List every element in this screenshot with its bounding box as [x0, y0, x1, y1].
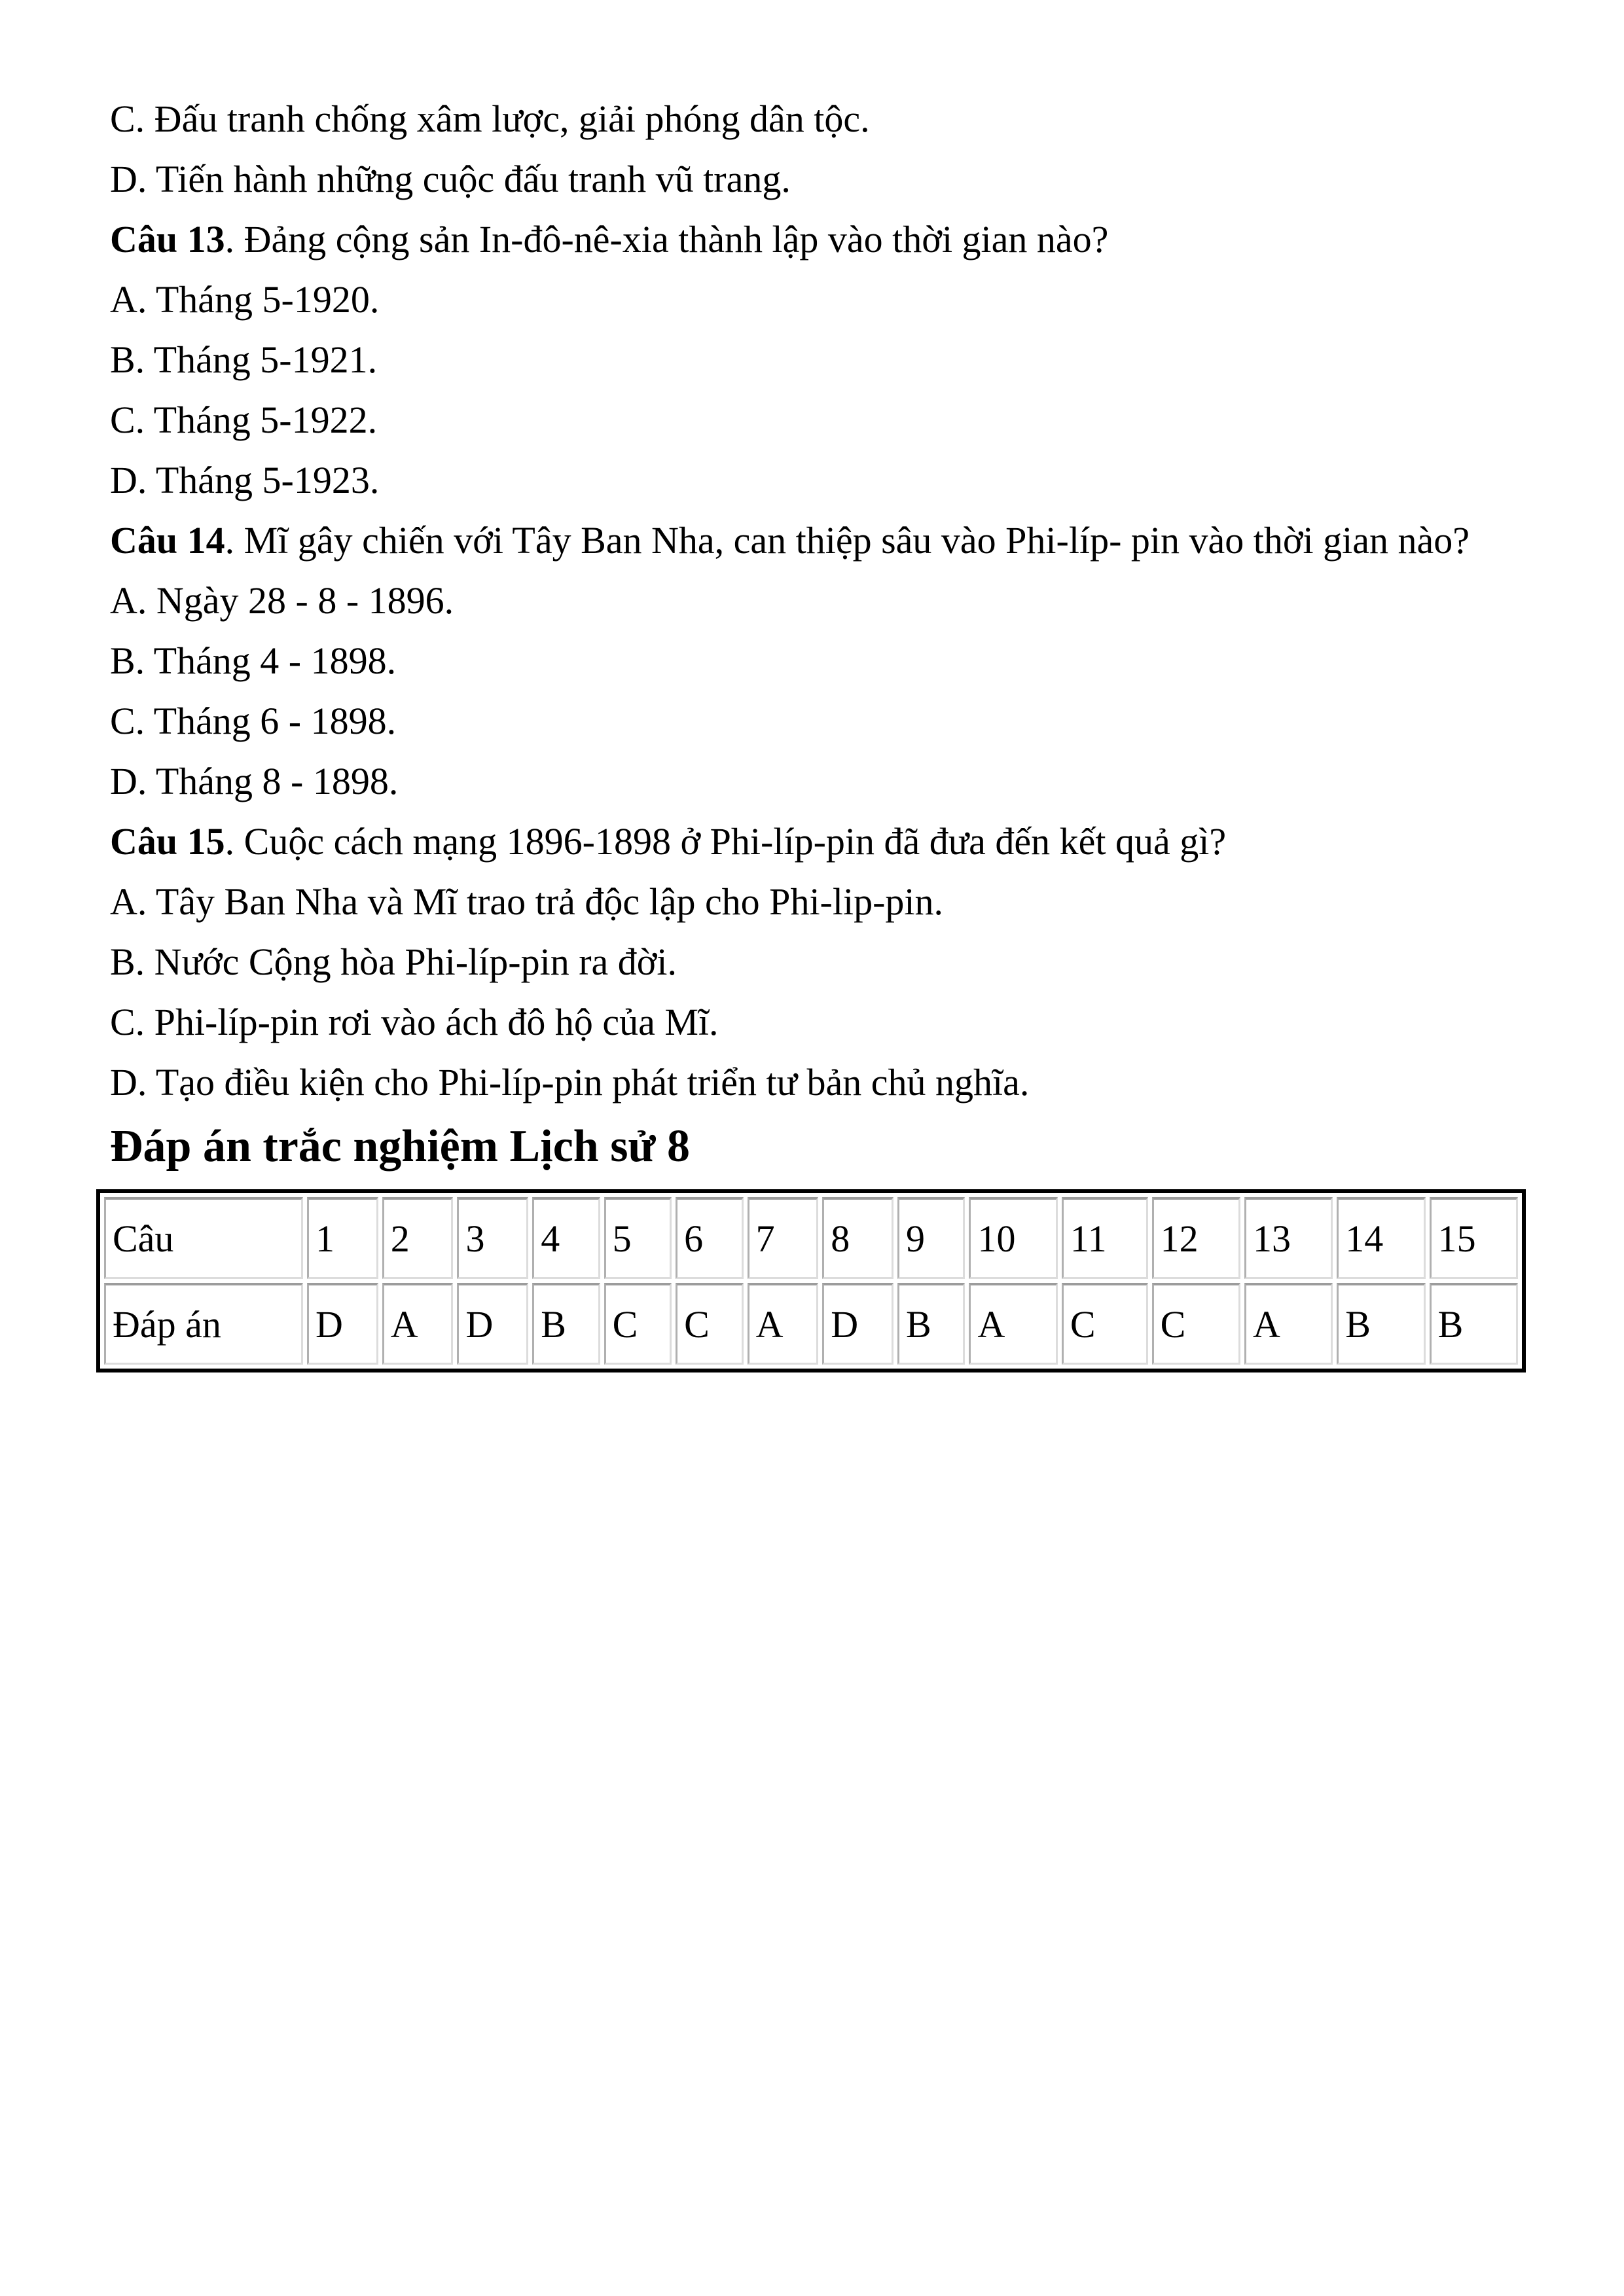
question-13-label: Câu 13: [110, 218, 225, 260]
question-13-option-b: B. Tháng 5-1921.: [110, 338, 378, 381]
question-number-cell: 3: [457, 1197, 528, 1279]
question-number-cell: 7: [748, 1197, 819, 1279]
question-12-option-d: D. Tiến hành những cuộc đấu tranh vũ trang.: [110, 158, 791, 200]
question-number-cell: 2: [382, 1197, 454, 1279]
answer-letter-cell: A: [382, 1283, 454, 1365]
question-number-cell: 15: [1430, 1197, 1518, 1279]
question-15-option-c: C. Phi-líp-pin rơi vào ách đô hộ của Mĩ.: [110, 1001, 719, 1043]
question-number-cell: 12: [1152, 1197, 1240, 1279]
question-number-cell: 1: [307, 1197, 378, 1279]
answer-letter-cell: D: [307, 1283, 378, 1365]
question-14-option-b: B. Tháng 4 - 1898.: [110, 639, 397, 682]
answer-table-question-row: [104, 1197, 1518, 1279]
question-number-cell: 14: [1337, 1197, 1425, 1279]
question-13-option-a: A. Tháng 5-1920.: [110, 278, 380, 321]
question-12-option-c: C. Đấu tranh chống xâm lược, giải phóng dân tộc.: [110, 98, 870, 140]
question-14-label: Câu 14: [110, 519, 225, 562]
question-14-option-a: A. Ngày 28 - 8 - 1896.: [110, 579, 454, 622]
answer-letter-cell: D: [822, 1283, 893, 1365]
question-number-cell: 6: [676, 1197, 743, 1279]
question-number-cell: 10: [969, 1197, 1057, 1279]
question-14: [110, 518, 1513, 562]
answers-heading: Đáp án trắc nghiệm Lịch sử 8: [110, 1121, 690, 1172]
question-15-option-d: D. Tạo điều kiện cho Phi-líp-pin phát triển tư bản chủ nghĩa.: [110, 1061, 1030, 1103]
answer-table: [96, 1189, 1526, 1372]
answer-row-header: Đáp án: [104, 1283, 303, 1365]
question-15-option-b: B. Nước Cộng hòa Phi-líp-pin ra đời.: [110, 941, 677, 983]
question-13-text: . Đảng cộng sản In-đô-nê-xia thành lập vào thời gian nào?: [225, 218, 1109, 260]
question-number-cell: 4: [532, 1197, 600, 1279]
answer-letter-cell: B: [897, 1283, 965, 1365]
answer-letter-cell: A: [1244, 1283, 1333, 1365]
question-14-option-c: C. Tháng 6 - 1898.: [110, 700, 397, 742]
answer-letter-cell: A: [969, 1283, 1057, 1365]
question-14-text: . Mĩ gây chiến với Tây Ban Nha, can thiệp sâu vào Phi-líp- pin vào thời gian nào?: [225, 519, 1470, 562]
answer-letter-cell: D: [457, 1283, 528, 1365]
question-13-option-c: C. Tháng 5-1922.: [110, 399, 378, 441]
question-number-cell: 11: [1062, 1197, 1148, 1279]
answer-letter-cell: C: [1062, 1283, 1148, 1365]
question-number-cell: 13: [1244, 1197, 1333, 1279]
question-15: [110, 819, 1513, 863]
answer-letter-cell: B: [1337, 1283, 1425, 1365]
answer-letter-cell: C: [676, 1283, 743, 1365]
question-15-label: Câu 15: [110, 820, 225, 863]
question-15-text: . Cuộc cách mạng 1896-1898 ở Phi-líp-pin đã đưa đến kết quả gì?: [225, 820, 1227, 863]
answer-letter-cell: B: [1430, 1283, 1518, 1365]
answer-letter-cell: C: [604, 1283, 672, 1365]
question-row-header: Câu: [104, 1197, 303, 1279]
question-13-option-d: D. Tháng 5-1923.: [110, 459, 380, 501]
question-14-option-d: D. Tháng 8 - 1898.: [110, 760, 399, 802]
answer-letter-cell: C: [1152, 1283, 1240, 1365]
answer-table-answer-row: [104, 1283, 1518, 1365]
answer-letter-cell: B: [532, 1283, 600, 1365]
question-13: [110, 217, 1513, 261]
question-number-cell: 5: [604, 1197, 672, 1279]
question-15-option-a: A. Tây Ban Nha và Mĩ trao trả độc lập cho Phi-lip-pin.: [110, 880, 944, 923]
answer-letter-cell: A: [748, 1283, 819, 1365]
question-number-cell: 8: [822, 1197, 893, 1279]
question-number-cell: 9: [897, 1197, 965, 1279]
